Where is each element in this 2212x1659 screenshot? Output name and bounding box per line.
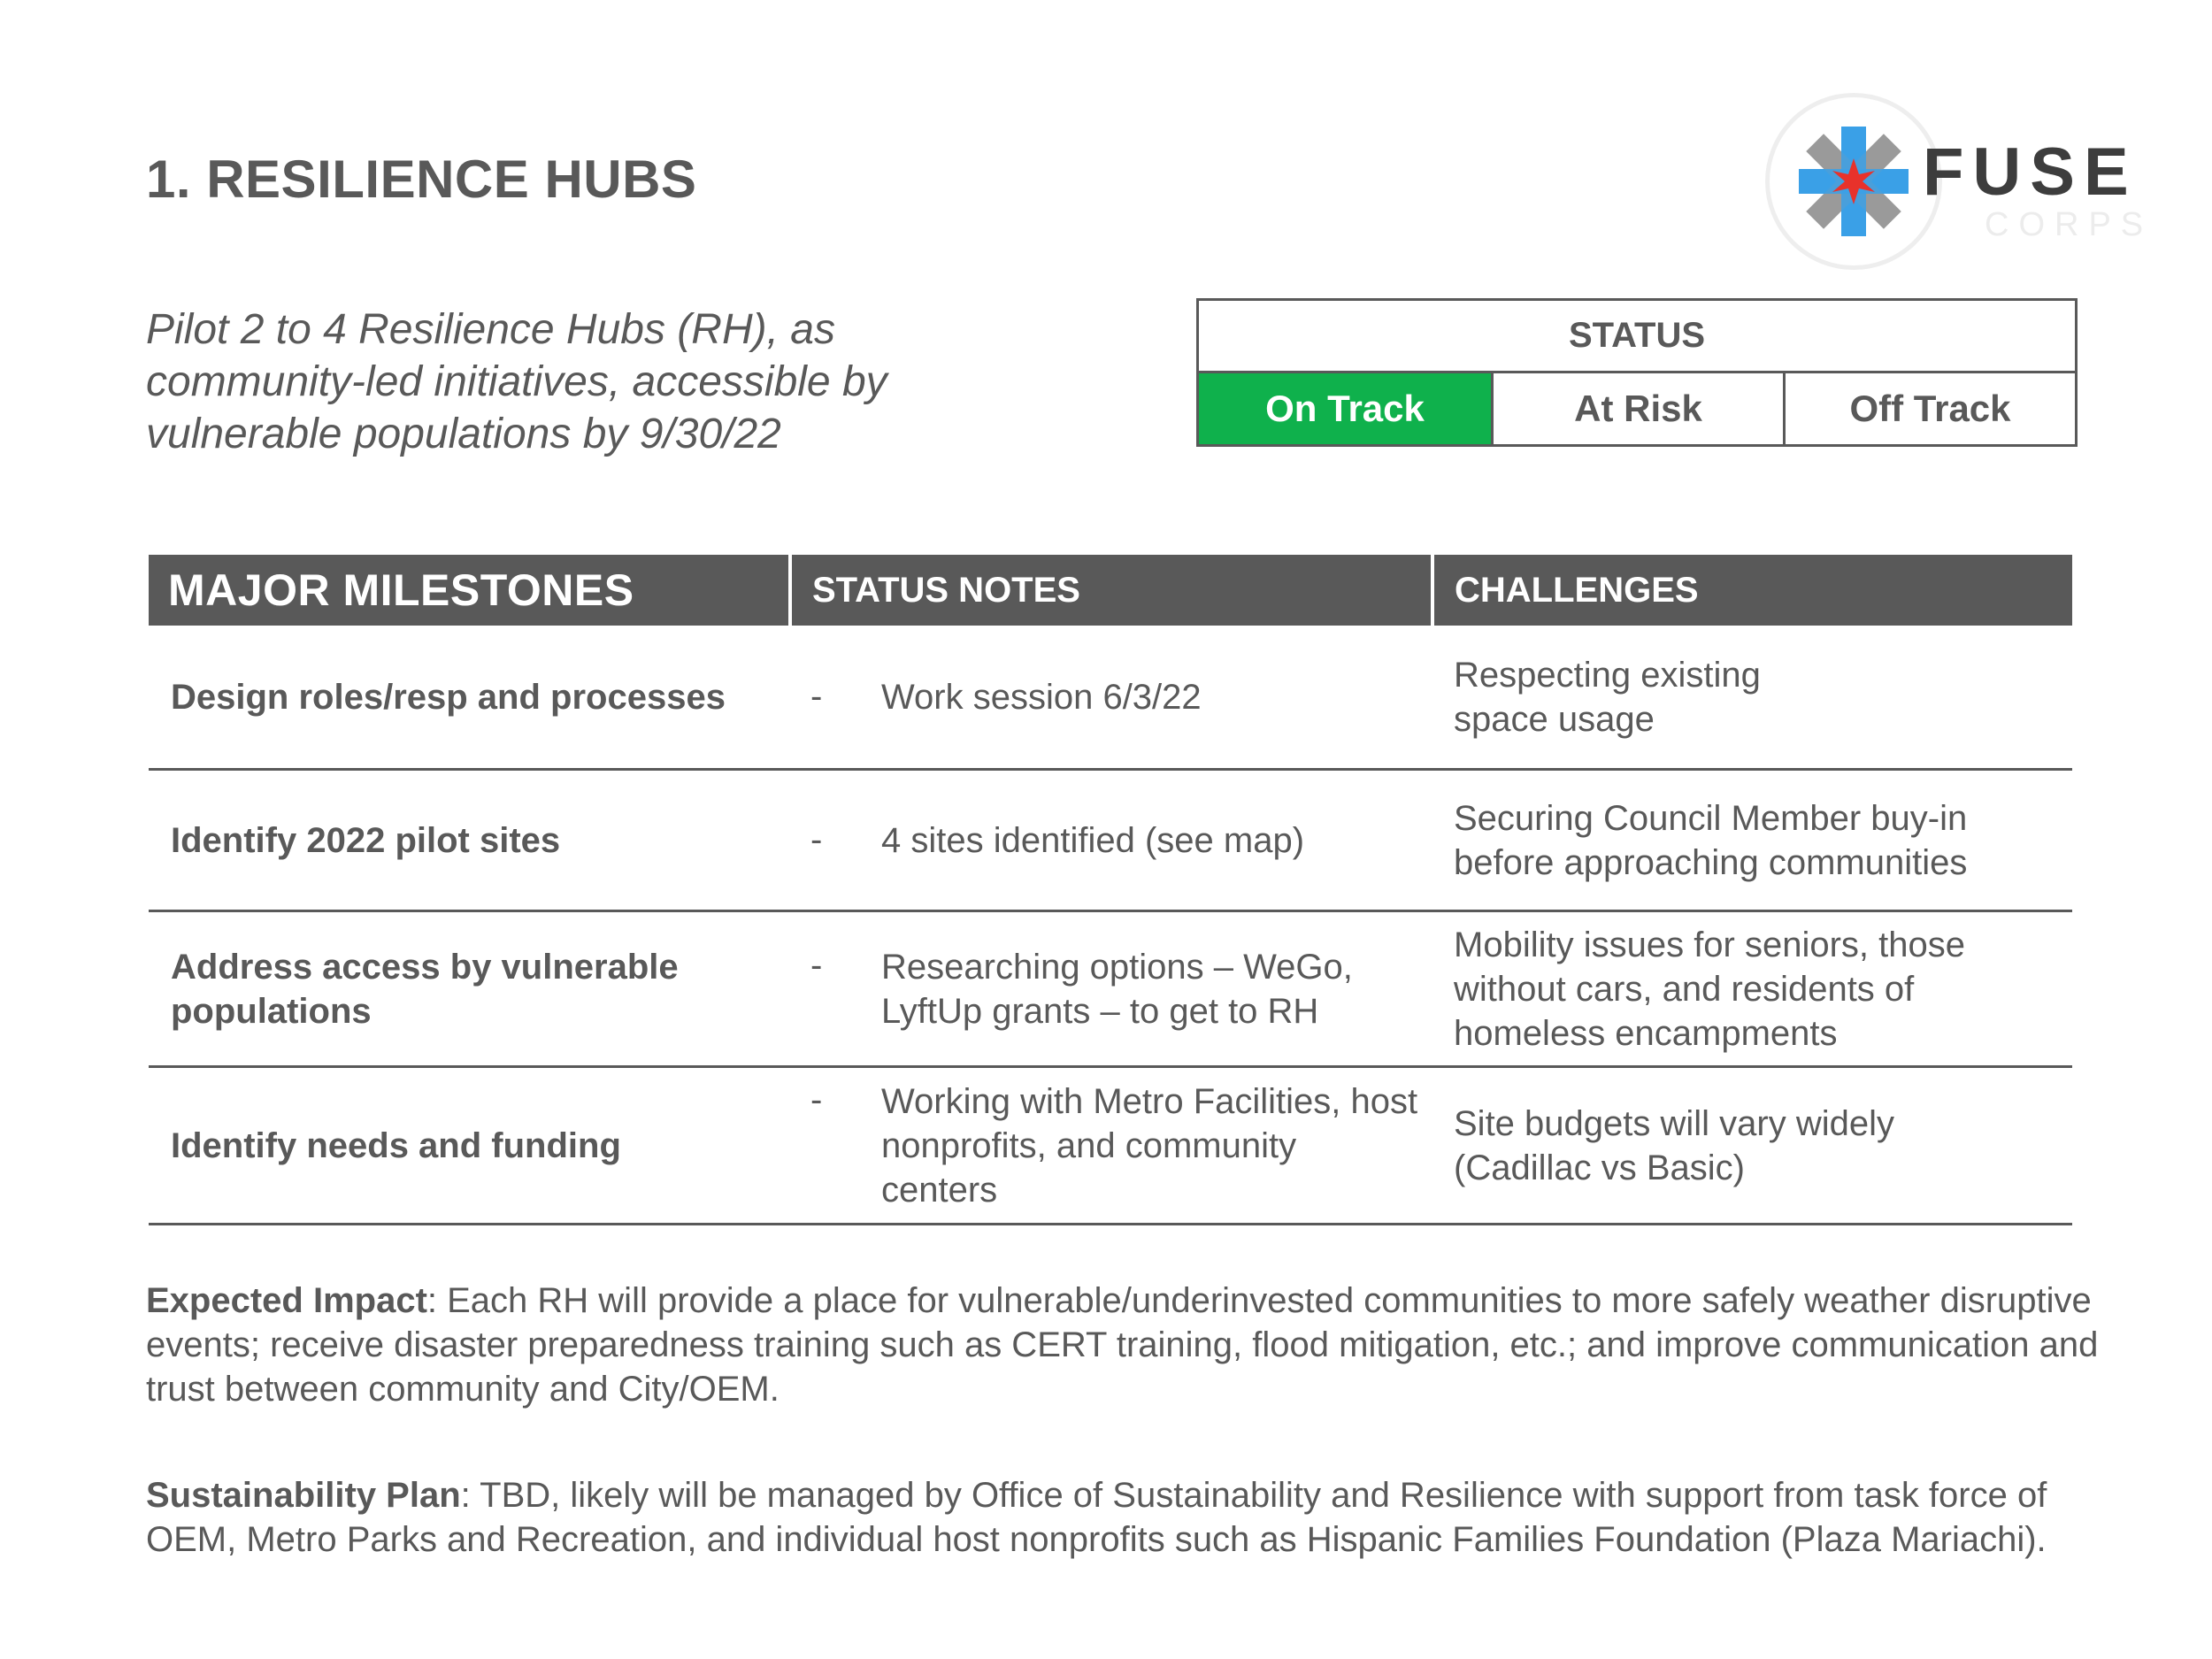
status-note-cell: 4 sites identified (see map) [881,820,1305,860]
table-row [149,626,2072,771]
sustainability-plan-text: : TBD, likely will be managed by Office of Sustainability and Resilience with support from task force of OEM, Metro Parks and Recreation, and individual host nonprofits such as Hispanic Families Foundation (Plaza Mariachi). [146,1476,2047,1559]
status-label: STATUS [1199,301,2075,373]
milestone-cell: Identify needs and funding [171,1125,621,1165]
bullet-dash: - [810,946,823,985]
table-row [149,771,2072,912]
table-row [149,1068,2072,1225]
logo-fuse-text: FUSE [1923,134,2138,210]
challenge-cell: Respecting existing space usage [1454,655,1761,739]
status-note-cell: Working with Metro Facilities, host nonprofits, and community centers [881,1081,1418,1210]
expected-impact [146,1279,2146,1411]
bullet-dash: - [810,1080,823,1119]
expected-impact-label: Expected Impact [146,1281,427,1320]
logo-asterisk-icon [1792,119,1916,243]
sustainability-plan [146,1473,2146,1562]
page-title: 1. RESILIENCE HUBS [146,150,697,209]
table-row [149,912,2072,1068]
milestone-cell: Identify 2022 pilot sites [171,820,561,860]
status-note-cell: Work session 6/3/22 [881,677,1202,717]
header-status-notes: STATUS NOTES [792,555,1431,626]
milestone-cell: Design roles/resp and processes [171,677,726,717]
logo-corps-text: CORPS [1985,206,2154,243]
challenge-cell: Site budgets will vary widely (Cadillac vs Basic) [1454,1103,1894,1187]
milestone-cell: Address access by vulnerable populations [171,947,679,1031]
bullet-dash: - [810,820,823,859]
expected-impact-text: : Each RH will provide a place for vulnerable/underinvested communities to more safely weather disruptive events; receive disaster preparedness training such as CERT training, flood mitigation, etc.; and improve communication and trust between community and City/OEM. [146,1281,2099,1409]
challenge-cell: Mobility issues for seniors, those without cars, and residents of homeless encampments [1454,925,1966,1053]
status-box [1196,298,2078,447]
status-on-track: On Track [1199,373,1491,444]
fuse-corps-logo [1756,84,2163,283]
bullet-dash: - [810,677,823,716]
header-major-milestones: MAJOR MILESTONES [149,555,788,626]
status-off-track: Off Track [1783,373,2075,444]
sustainability-plan-label: Sustainability Plan [146,1476,461,1515]
status-note-cell: Researching options – WeGo, LyftUp grants – to get to RH [881,947,1353,1031]
header-challenges: CHALLENGES [1434,555,2072,626]
status-at-risk: At Risk [1491,373,1783,444]
objective-text: Pilot 2 to 4 Resilience Hubs (RH), as community-led initiatives, accessible by vulnerable populations by 9/30/22 [146,306,887,457]
challenge-cell: Securing Council Member buy-in before approaching communities [1454,798,1968,882]
